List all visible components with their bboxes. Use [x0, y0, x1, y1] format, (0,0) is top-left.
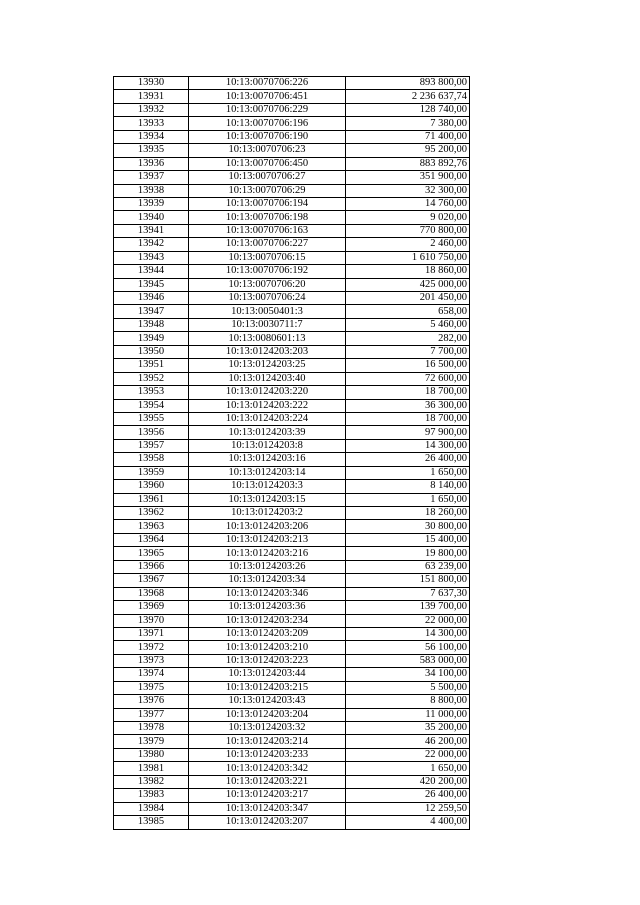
value-cell: 35 200,00	[346, 722, 470, 735]
value-cell: 420 200,00	[346, 775, 470, 788]
value-cell: 97 900,00	[346, 426, 470, 439]
cadastral-value-table	[113, 76, 470, 830]
row-number-cell: 13965	[114, 547, 189, 560]
value-cell: 7 700,00	[346, 345, 470, 358]
row-number-cell: 13940	[114, 211, 189, 224]
cadastral-number-cell: 10:13:0070706:227	[189, 238, 346, 251]
row-number-cell: 13960	[114, 480, 189, 493]
cadastral-number-cell: 10:13:0124203:206	[189, 520, 346, 533]
cadastral-number-cell: 10:13:0124203:207	[189, 816, 346, 829]
table-row	[114, 251, 470, 264]
table-body	[114, 77, 470, 830]
table-row	[114, 641, 470, 654]
cadastral-number-cell: 10:13:0124203:220	[189, 386, 346, 399]
value-cell: 18 700,00	[346, 412, 470, 425]
cadastral-number-cell: 10:13:0124203:216	[189, 547, 346, 560]
table-row	[114, 171, 470, 184]
table-row	[114, 493, 470, 506]
cadastral-number-cell: 10:13:0124203:342	[189, 762, 346, 775]
cadastral-number-cell: 10:13:0124203:15	[189, 493, 346, 506]
table-row	[114, 466, 470, 479]
cadastral-number-cell: 10:13:0124203:221	[189, 775, 346, 788]
cadastral-number-cell: 10:13:0124203:32	[189, 722, 346, 735]
value-cell: 770 800,00	[346, 224, 470, 237]
value-cell: 658,00	[346, 305, 470, 318]
table-row	[114, 318, 470, 331]
table-row	[114, 762, 470, 775]
cadastral-number-cell: 10:13:0070706:20	[189, 278, 346, 291]
cadastral-number-cell: 10:13:0070706:190	[189, 130, 346, 143]
value-cell: 18 700,00	[346, 386, 470, 399]
row-number-cell: 13933	[114, 117, 189, 130]
value-cell: 8 140,00	[346, 480, 470, 493]
row-number-cell: 13970	[114, 614, 189, 627]
row-number-cell: 13957	[114, 439, 189, 452]
cadastral-number-cell: 10:13:0124203:209	[189, 627, 346, 640]
cadastral-number-cell: 10:13:0124203:14	[189, 466, 346, 479]
value-cell: 883 892,76	[346, 157, 470, 170]
value-cell: 22 000,00	[346, 748, 470, 761]
cadastral-number-cell: 10:13:0124203:36	[189, 601, 346, 614]
table-row	[114, 533, 470, 546]
value-cell: 1 610 750,00	[346, 251, 470, 264]
value-cell: 2 236 637,74	[346, 90, 470, 103]
row-number-cell: 13979	[114, 735, 189, 748]
row-number-cell: 13982	[114, 775, 189, 788]
row-number-cell: 13945	[114, 278, 189, 291]
cadastral-number-cell: 10:13:0070706:15	[189, 251, 346, 264]
table-row	[114, 587, 470, 600]
value-cell: 1 650,00	[346, 762, 470, 775]
table-row	[114, 748, 470, 761]
row-number-cell: 13981	[114, 762, 189, 775]
cadastral-number-cell: 10:13:0124203:210	[189, 641, 346, 654]
value-cell: 95 200,00	[346, 144, 470, 157]
row-number-cell: 13948	[114, 318, 189, 331]
table-row	[114, 359, 470, 372]
table-row	[114, 412, 470, 425]
value-cell: 425 000,00	[346, 278, 470, 291]
value-cell: 46 200,00	[346, 735, 470, 748]
value-cell: 26 400,00	[346, 453, 470, 466]
table-row	[114, 224, 470, 237]
cadastral-number-cell: 10:13:0070706:23	[189, 144, 346, 157]
cadastral-number-cell: 10:13:0070706:163	[189, 224, 346, 237]
value-cell: 15 400,00	[346, 533, 470, 546]
value-cell: 1 650,00	[346, 493, 470, 506]
cadastral-number-cell: 10:13:0124203:44	[189, 668, 346, 681]
value-cell: 34 100,00	[346, 668, 470, 681]
value-cell: 11 000,00	[346, 708, 470, 721]
row-number-cell: 13971	[114, 627, 189, 640]
cadastral-number-cell: 10:13:0070706:194	[189, 197, 346, 210]
cadastral-number-cell: 10:13:0124203:233	[189, 748, 346, 761]
table-row	[114, 735, 470, 748]
row-number-cell: 13974	[114, 668, 189, 681]
cadastral-number-cell: 10:13:0124203:8	[189, 439, 346, 452]
table-row	[114, 292, 470, 305]
value-cell: 30 800,00	[346, 520, 470, 533]
table-row	[114, 668, 470, 681]
cadastral-number-cell: 10:13:0124203:40	[189, 372, 346, 385]
cadastral-number-cell: 10:13:0124203:2	[189, 507, 346, 520]
value-cell: 201 450,00	[346, 292, 470, 305]
row-number-cell: 13968	[114, 587, 189, 600]
cadastral-number-cell: 10:13:0070706:24	[189, 292, 346, 305]
row-number-cell: 13969	[114, 601, 189, 614]
row-number-cell: 13934	[114, 130, 189, 143]
value-cell: 16 500,00	[346, 359, 470, 372]
cadastral-number-cell: 10:13:0124203:16	[189, 453, 346, 466]
cadastral-number-cell: 10:13:0124203:224	[189, 412, 346, 425]
value-cell: 139 700,00	[346, 601, 470, 614]
row-number-cell: 13938	[114, 184, 189, 197]
cadastral-number-cell: 10:13:0070706:29	[189, 184, 346, 197]
cadastral-number-cell: 10:13:0124203:25	[189, 359, 346, 372]
row-number-cell: 13961	[114, 493, 189, 506]
cadastral-number-cell: 10:13:0050401:3	[189, 305, 346, 318]
cadastral-number-cell: 10:13:0124203:26	[189, 560, 346, 573]
table-row	[114, 547, 470, 560]
value-cell: 4 400,00	[346, 816, 470, 829]
table-row	[114, 654, 470, 667]
cadastral-number-cell: 10:13:0080601:13	[189, 332, 346, 345]
cadastral-number-cell: 10:13:0124203:346	[189, 587, 346, 600]
table-row	[114, 77, 470, 90]
table-row	[114, 278, 470, 291]
cadastral-number-cell: 10:13:0070706:229	[189, 103, 346, 116]
table-row	[114, 520, 470, 533]
value-cell: 32 300,00	[346, 184, 470, 197]
row-number-cell: 13951	[114, 359, 189, 372]
table-row	[114, 695, 470, 708]
table-row	[114, 480, 470, 493]
value-cell: 12 259,50	[346, 802, 470, 815]
cadastral-number-cell: 10:13:0124203:39	[189, 426, 346, 439]
table-row	[114, 372, 470, 385]
value-cell: 22 000,00	[346, 614, 470, 627]
row-number-cell: 13941	[114, 224, 189, 237]
table-row	[114, 681, 470, 694]
value-cell: 5 500,00	[346, 681, 470, 694]
cadastral-number-cell: 10:13:0070706:196	[189, 117, 346, 130]
table-row	[114, 708, 470, 721]
row-number-cell: 13937	[114, 171, 189, 184]
cadastral-number-cell: 10:13:0124203:214	[189, 735, 346, 748]
table-row	[114, 722, 470, 735]
value-cell: 72 600,00	[346, 372, 470, 385]
table-row	[114, 775, 470, 788]
row-number-cell: 13963	[114, 520, 189, 533]
value-cell: 36 300,00	[346, 399, 470, 412]
row-number-cell: 13967	[114, 574, 189, 587]
row-number-cell: 13972	[114, 641, 189, 654]
cadastral-number-cell: 10:13:0124203:347	[189, 802, 346, 815]
table-row	[114, 332, 470, 345]
table-row	[114, 130, 470, 143]
cadastral-number-cell: 10:13:0124203:34	[189, 574, 346, 587]
value-cell: 128 740,00	[346, 103, 470, 116]
value-cell: 71 400,00	[346, 130, 470, 143]
table-row	[114, 560, 470, 573]
row-number-cell: 13962	[114, 507, 189, 520]
table-row	[114, 90, 470, 103]
value-cell: 18 860,00	[346, 265, 470, 278]
value-cell: 351 900,00	[346, 171, 470, 184]
table-row	[114, 507, 470, 520]
table-row	[114, 614, 470, 627]
table-row	[114, 399, 470, 412]
row-number-cell: 13954	[114, 399, 189, 412]
table-row	[114, 574, 470, 587]
value-cell: 151 800,00	[346, 574, 470, 587]
cadastral-number-cell: 10:13:0124203:217	[189, 789, 346, 802]
value-cell: 893 800,00	[346, 77, 470, 90]
row-number-cell: 13956	[114, 426, 189, 439]
row-number-cell: 13964	[114, 533, 189, 546]
value-cell: 9 020,00	[346, 211, 470, 224]
row-number-cell: 13942	[114, 238, 189, 251]
cadastral-number-cell: 10:13:0070706:226	[189, 77, 346, 90]
row-number-cell: 13958	[114, 453, 189, 466]
row-number-cell: 13931	[114, 90, 189, 103]
row-number-cell: 13984	[114, 802, 189, 815]
table-row	[114, 184, 470, 197]
row-number-cell: 13949	[114, 332, 189, 345]
cadastral-number-cell: 10:13:0124203:204	[189, 708, 346, 721]
cadastral-number-cell: 10:13:0070706:27	[189, 171, 346, 184]
row-number-cell: 13975	[114, 681, 189, 694]
value-cell: 14 300,00	[346, 439, 470, 452]
value-cell: 18 260,00	[346, 507, 470, 520]
value-cell: 7 637,30	[346, 587, 470, 600]
cadastral-number-cell: 10:13:0124203:3	[189, 480, 346, 493]
row-number-cell: 13932	[114, 103, 189, 116]
value-cell: 7 380,00	[346, 117, 470, 130]
row-number-cell: 13978	[114, 722, 189, 735]
cadastral-number-cell: 10:13:0070706:451	[189, 90, 346, 103]
value-cell: 14 760,00	[346, 197, 470, 210]
cadastral-number-cell: 10:13:0124203:222	[189, 399, 346, 412]
row-number-cell: 13973	[114, 654, 189, 667]
cadastral-number-cell: 10:13:0124203:223	[189, 654, 346, 667]
table-row	[114, 103, 470, 116]
cadastral-number-cell: 10:13:0070706:198	[189, 211, 346, 224]
value-cell: 19 800,00	[346, 547, 470, 560]
table-row	[114, 144, 470, 157]
cadastral-number-cell: 10:13:0030711:7	[189, 318, 346, 331]
row-number-cell: 13983	[114, 789, 189, 802]
row-number-cell: 13936	[114, 157, 189, 170]
row-number-cell: 13944	[114, 265, 189, 278]
table-row	[114, 816, 470, 829]
row-number-cell: 13935	[114, 144, 189, 157]
table-row	[114, 197, 470, 210]
row-number-cell: 13976	[114, 695, 189, 708]
row-number-cell: 13985	[114, 816, 189, 829]
cadastral-number-cell: 10:13:0070706:192	[189, 265, 346, 278]
value-cell: 14 300,00	[346, 627, 470, 640]
table-row	[114, 426, 470, 439]
table-row	[114, 157, 470, 170]
row-number-cell: 13943	[114, 251, 189, 264]
row-number-cell: 13955	[114, 412, 189, 425]
table-row	[114, 802, 470, 815]
table-row	[114, 345, 470, 358]
row-number-cell: 13930	[114, 77, 189, 90]
value-cell: 2 460,00	[346, 238, 470, 251]
value-cell: 63 239,00	[346, 560, 470, 573]
table-row	[114, 386, 470, 399]
cadastral-number-cell: 10:13:0124203:203	[189, 345, 346, 358]
cadastral-number-cell: 10:13:0124203:43	[189, 695, 346, 708]
value-cell: 583 000,00	[346, 654, 470, 667]
table-row	[114, 211, 470, 224]
row-number-cell: 13947	[114, 305, 189, 318]
value-cell: 5 460,00	[346, 318, 470, 331]
table-row	[114, 439, 470, 452]
table-row	[114, 265, 470, 278]
row-number-cell: 13939	[114, 197, 189, 210]
cadastral-number-cell: 10:13:0124203:215	[189, 681, 346, 694]
row-number-cell: 13980	[114, 748, 189, 761]
row-number-cell: 13977	[114, 708, 189, 721]
table-row	[114, 789, 470, 802]
value-cell: 1 650,00	[346, 466, 470, 479]
value-cell: 8 800,00	[346, 695, 470, 708]
cadastral-number-cell: 10:13:0124203:213	[189, 533, 346, 546]
value-cell: 56 100,00	[346, 641, 470, 654]
row-number-cell: 13953	[114, 386, 189, 399]
table-row	[114, 117, 470, 130]
value-cell: 282,00	[346, 332, 470, 345]
table-row	[114, 453, 470, 466]
table-row	[114, 601, 470, 614]
row-number-cell: 13950	[114, 345, 189, 358]
row-number-cell: 13952	[114, 372, 189, 385]
cadastral-number-cell: 10:13:0124203:234	[189, 614, 346, 627]
cadastral-number-cell: 10:13:0070706:450	[189, 157, 346, 170]
row-number-cell: 13946	[114, 292, 189, 305]
table-row	[114, 305, 470, 318]
table-row	[114, 627, 470, 640]
row-number-cell: 13966	[114, 560, 189, 573]
value-cell: 26 400,00	[346, 789, 470, 802]
row-number-cell: 13959	[114, 466, 189, 479]
table-row	[114, 238, 470, 251]
